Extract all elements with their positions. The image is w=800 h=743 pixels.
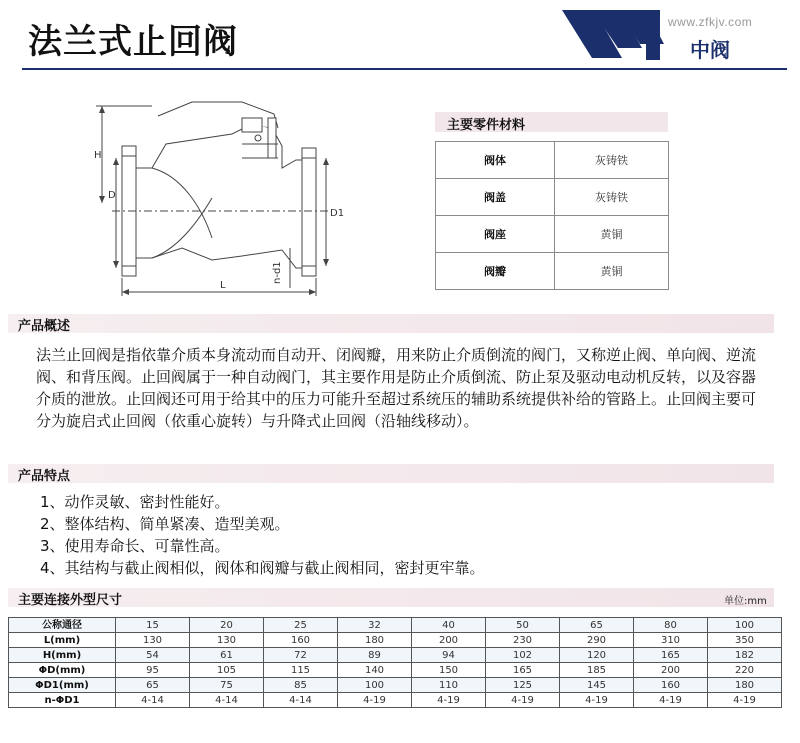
material-value: 黄铜 bbox=[555, 253, 669, 290]
website-text: www.zfkjv.com bbox=[668, 15, 753, 29]
table-cell: 80 bbox=[634, 618, 708, 633]
material-part: 阀体 bbox=[436, 142, 555, 179]
table-cell: 54 bbox=[116, 648, 190, 663]
row-header: n-ΦD1 bbox=[9, 693, 116, 708]
table-cell: 72 bbox=[264, 648, 338, 663]
header-divider bbox=[22, 68, 787, 70]
table-cell: 4-14 bbox=[116, 693, 190, 708]
table-cell: 200 bbox=[412, 633, 486, 648]
table-cell: 4-14 bbox=[190, 693, 264, 708]
dimensions-table bbox=[8, 617, 782, 708]
table-cell: 40 bbox=[412, 618, 486, 633]
materials-header bbox=[435, 112, 668, 132]
table-cell: 105 bbox=[190, 663, 264, 678]
table-cell: 150 bbox=[412, 663, 486, 678]
row-header: L(mm) bbox=[9, 633, 116, 648]
table-cell: 20 bbox=[190, 618, 264, 633]
table-cell: 115 bbox=[264, 663, 338, 678]
table-cell: 290 bbox=[560, 633, 634, 648]
row-header: 公称通径 bbox=[9, 618, 116, 633]
table-cell: 15 bbox=[116, 618, 190, 633]
material-part: 阀座 bbox=[436, 216, 555, 253]
table-cell: 140 bbox=[338, 663, 412, 678]
table-cell: 100 bbox=[338, 678, 412, 693]
table-cell: 185 bbox=[560, 663, 634, 678]
unit-label: 单位:mm bbox=[724, 596, 767, 607]
table-cell: 65 bbox=[116, 678, 190, 693]
table-cell: 182 bbox=[708, 648, 782, 663]
material-part: 阀瓣 bbox=[436, 253, 555, 290]
overview-title: 产品概述 bbox=[18, 319, 71, 334]
table-row bbox=[9, 663, 782, 678]
table-cell: 130 bbox=[190, 633, 264, 648]
table-cell: 4-19 bbox=[560, 693, 634, 708]
table-cell: 350 bbox=[708, 633, 782, 648]
table-cell: 75 bbox=[190, 678, 264, 693]
table-row bbox=[436, 216, 669, 253]
list-item: 4、其结构与截止阀相似，阀体和阀瓣与截止阀相同，密封更牢靠。 bbox=[40, 559, 485, 577]
table-cell: 94 bbox=[412, 648, 486, 663]
table-cell: 145 bbox=[560, 678, 634, 693]
table-cell: 200 bbox=[634, 663, 708, 678]
dim-label-h: H bbox=[94, 150, 102, 161]
table-cell: 50 bbox=[486, 618, 560, 633]
dimensions-section-bar bbox=[8, 588, 774, 607]
overview-section-bar bbox=[8, 314, 774, 333]
row-header: ΦD1(mm) bbox=[9, 678, 116, 693]
table-cell: 160 bbox=[634, 678, 708, 693]
page-title: 法兰式止回阀 bbox=[28, 22, 238, 62]
table-cell: 61 bbox=[190, 648, 264, 663]
valve-drawing bbox=[92, 98, 347, 298]
table-row bbox=[9, 693, 782, 708]
dim-label-d1: D1 bbox=[330, 208, 345, 219]
table-row bbox=[9, 648, 782, 663]
table-cell: 4-19 bbox=[338, 693, 412, 708]
table-cell: 100 bbox=[708, 618, 782, 633]
list-item: 1、动作灵敏、密封性能好。 bbox=[40, 493, 230, 511]
table-cell: 89 bbox=[338, 648, 412, 663]
row-header: H(mm) bbox=[9, 648, 116, 663]
material-value: 灰铸铁 bbox=[555, 142, 669, 179]
table-row bbox=[436, 253, 669, 290]
list-item: 2、整体结构、简单紧凑、造型美观。 bbox=[40, 515, 290, 533]
features-title: 产品特点 bbox=[18, 469, 71, 484]
table-row bbox=[9, 618, 782, 633]
dimensions-title: 主要连接外型尺寸 bbox=[18, 593, 123, 608]
table-cell: 130 bbox=[116, 633, 190, 648]
list-item: 3、使用寿命长、可靠性高。 bbox=[40, 537, 230, 555]
table-cell: 120 bbox=[560, 648, 634, 663]
table-cell: 25 bbox=[264, 618, 338, 633]
table-cell: 180 bbox=[338, 633, 412, 648]
materials-table bbox=[435, 141, 669, 290]
features-list bbox=[40, 491, 485, 579]
table-cell: 160 bbox=[264, 633, 338, 648]
row-header: ΦD(mm) bbox=[9, 663, 116, 678]
dim-label-nd1: n-d1 bbox=[272, 261, 283, 284]
table-cell: 220 bbox=[708, 663, 782, 678]
table-cell: 230 bbox=[486, 633, 560, 648]
table-cell: 95 bbox=[116, 663, 190, 678]
features-section-bar bbox=[8, 464, 774, 483]
table-cell: 4-19 bbox=[634, 693, 708, 708]
table-row bbox=[9, 633, 782, 648]
dim-label-l: L bbox=[220, 280, 226, 291]
table-cell: 32 bbox=[338, 618, 412, 633]
dim-label-d: D bbox=[108, 190, 116, 201]
table-cell: 165 bbox=[486, 663, 560, 678]
table-cell: 310 bbox=[634, 633, 708, 648]
table-cell: 110 bbox=[412, 678, 486, 693]
table-cell: 4-19 bbox=[708, 693, 782, 708]
table-row bbox=[9, 678, 782, 693]
table-cell: 180 bbox=[708, 678, 782, 693]
brand-name: 中阀 bbox=[690, 38, 730, 62]
overview-text: 法兰止回阀是指依靠介质本身流动而自动开、闭阀瓣，用来防止介质倒流的阀门，又称逆止阀、单向阀、逆流阀、和背压阀。止回阀属于一种自动阀门，其主要作用是防止介质倒流、防止泵及驱动电动机反转，以及容器介质的泄放。止回阀还可用于给其中的压力可能升至超过系统压的辅助系统提供补给的管路上。止回阀主要可分为旋启式止回阀（依重心旋转）与升降式止回阀（沿轴线移动）。 bbox=[36, 346, 757, 430]
material-value: 黄铜 bbox=[555, 216, 669, 253]
material-value: 灰铸铁 bbox=[555, 179, 669, 216]
materials-title: 主要零件材料 bbox=[447, 118, 526, 133]
table-row bbox=[436, 179, 669, 216]
material-part: 阀盖 bbox=[436, 179, 555, 216]
table-cell: 102 bbox=[486, 648, 560, 663]
table-cell: 85 bbox=[264, 678, 338, 693]
table-cell: 4-19 bbox=[486, 693, 560, 708]
table-cell: 4-19 bbox=[412, 693, 486, 708]
table-cell: 125 bbox=[486, 678, 560, 693]
table-cell: 4-14 bbox=[264, 693, 338, 708]
table-cell: 165 bbox=[634, 648, 708, 663]
table-row bbox=[436, 142, 669, 179]
table-cell: 65 bbox=[560, 618, 634, 633]
